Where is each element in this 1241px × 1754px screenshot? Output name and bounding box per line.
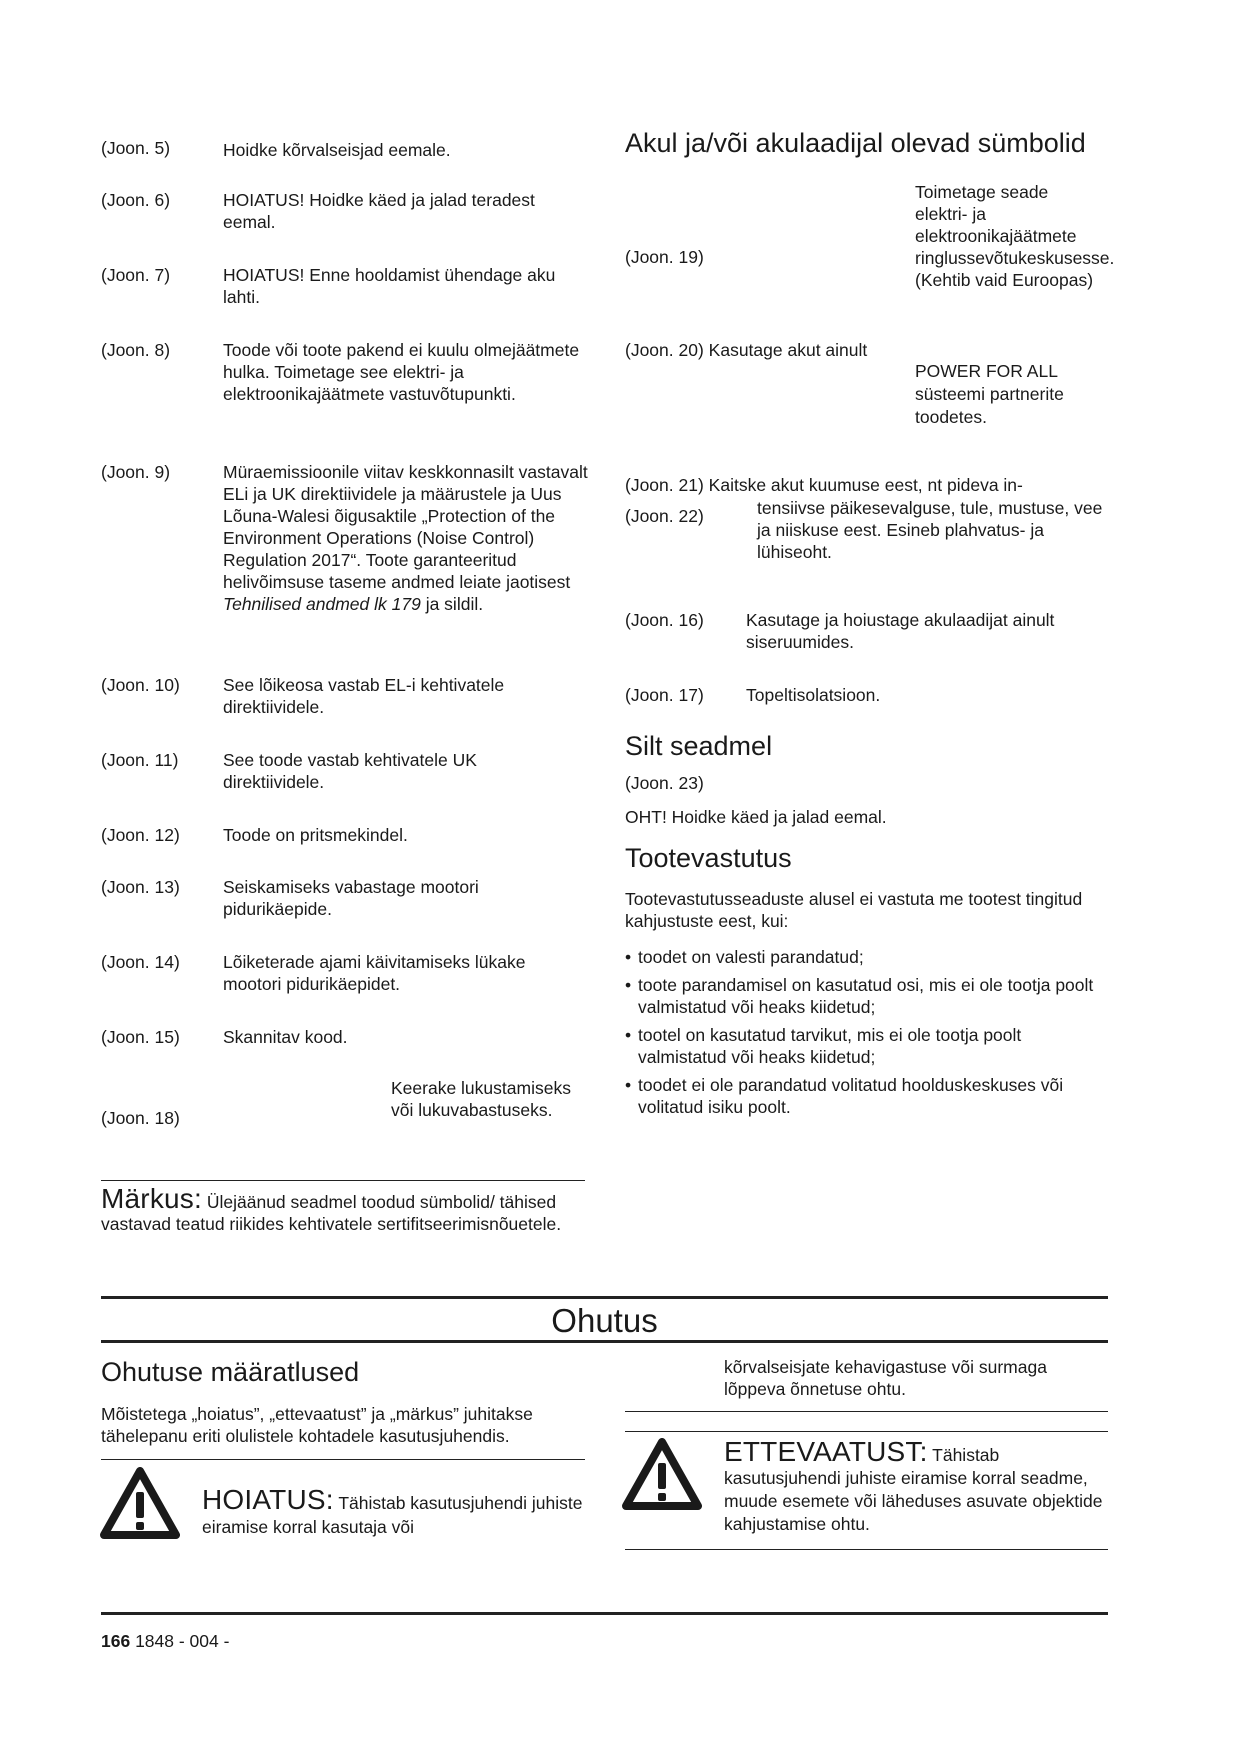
ref-joon-11: (Joon. 11) xyxy=(101,750,179,770)
ref-joon-22: (Joon. 22) xyxy=(625,506,704,526)
text-joon-19: Toimetage seade elektri- ja elektroonikajäätmete ringlussevõtukeskusesse. (Kehtib vaid Euroopas) xyxy=(915,182,1115,290)
note-keyword: Märkus: xyxy=(101,1183,202,1214)
text-joon-8: Toode või toote pakend ei kuulu olmejäätmete hulka. Toimetage see elektri- ja elektroonikajäätmete vastuvõtupunkti. xyxy=(223,340,580,404)
warning-continuation: kõrvalseisjate kehavigastuse või surmaga lõppeva õnnetuse ohtu. xyxy=(724,1357,1047,1399)
ref-joon-9: (Joon. 9) xyxy=(101,462,171,482)
ref-joon-7: (Joon. 7) xyxy=(101,265,171,285)
footer-rule xyxy=(101,1612,1108,1615)
safety-bottom-rule xyxy=(101,1340,1108,1343)
liability-bullet xyxy=(625,1024,1105,1068)
warning-top-rule xyxy=(101,1459,585,1460)
caution-top-rule xyxy=(625,1431,1108,1432)
ref-joon-16: (Joon. 16) xyxy=(625,610,704,630)
ref-joon-17: (Joon. 17) xyxy=(625,685,704,705)
heading-liability: Tootevastutus xyxy=(625,843,792,873)
page-footer xyxy=(101,1630,229,1652)
liability-bullet xyxy=(625,974,1105,1018)
doc-code: 1848 - 004 - xyxy=(135,1631,230,1651)
text-joon-6: HOIATUS! Hoidke käed ja jalad teradest eemal. xyxy=(223,190,535,232)
text-joon-9-end: ja sildil. xyxy=(425,594,484,614)
text-joon-23: OHT! Hoidke käed ja jalad eemal. xyxy=(625,807,887,827)
warning-block xyxy=(202,1484,587,1539)
liability-bullet-text: toodet ei ole parandatud volitatud hoolduskeskuses või volitatud isiku poolt. xyxy=(638,1075,1064,1117)
caution-triangle-icon xyxy=(622,1438,702,1510)
note xyxy=(101,1183,585,1235)
text-joon-15: Skannitav kood. xyxy=(223,1027,348,1047)
heading-device-label: Silt seadmel xyxy=(625,731,773,761)
bullet-dot-icon: • xyxy=(625,947,632,967)
liability-intro: Tootevastutusseaduste alusel ei vastuta me tootest tingitud kahjustuste eest, kui: xyxy=(625,889,1083,931)
text-joon-13: Seiskamiseks vabastage mootori pidurikäepide. xyxy=(223,877,479,919)
bullet-dot-icon: • xyxy=(625,1025,632,1045)
ref-joon-15: (Joon. 15) xyxy=(101,1027,180,1047)
ref-joon-5: (Joon. 5) xyxy=(101,138,171,158)
bullet-dot-icon: • xyxy=(625,1075,632,1095)
liability-bullet-text: toote parandamisel on kasutatud osi, mis ei ole tootja poolt valmistatud või heaks kiidetud; xyxy=(638,975,1094,1017)
text-joon-20-line xyxy=(625,339,867,361)
text-joon-16: Kasutage ja hoiustage akulaadijat ainult siseruumides. xyxy=(746,610,1055,652)
ref-joon-6: (Joon. 6) xyxy=(101,190,171,210)
warning-keyword: HOIATUS: xyxy=(202,1484,334,1515)
ref-joon-18: (Joon. 18) xyxy=(101,1108,180,1128)
warning-end-rule xyxy=(625,1411,1108,1412)
liability-bullet-text: tootel on kasutatud tarvikut, mis ei ole tootja poolt valmistatud või heaks kiidetud; xyxy=(638,1025,1022,1067)
safety-top-rule xyxy=(101,1296,1108,1299)
ref-joon-12: (Joon. 12) xyxy=(101,825,180,845)
liability-bullet-list xyxy=(625,946,1105,1118)
heading-safety-definitions: Ohutuse määratlused xyxy=(101,1357,360,1387)
text-joon-11: See toode vastab kehtivatele UK direktiividele. xyxy=(223,750,477,792)
text-joon-20-a: Kasutage akut ainult xyxy=(708,340,868,360)
safety-title: Ohutus xyxy=(551,1302,658,1339)
note-text: Ülejäänud seadmel toodud sümbolid/ tähised vastavad teatud riikides kehtivatele sertifitseerimisnõuetele. xyxy=(101,1192,562,1234)
text-joon-21-b: tensiivse päikesevalguse, tule, mustuse, vee ja niiskuse eest. Esineb plahvatus- ja lühiseoht. xyxy=(757,498,1103,562)
ref-joon-14: (Joon. 14) xyxy=(101,952,180,972)
bullet-dot-icon: • xyxy=(625,975,632,995)
ref-joon-21: (Joon. 21) xyxy=(625,475,704,495)
text-joon-9 xyxy=(223,461,591,615)
text-joon-20-b: POWER FOR ALL süsteemi partnerite toodetes. xyxy=(915,361,1064,427)
note-divider xyxy=(101,1180,585,1181)
text-joon-17: Topeltisolatsioon. xyxy=(746,685,881,705)
ref-joon-23: (Joon. 23) xyxy=(625,773,704,793)
ref-joon-20: (Joon. 20) xyxy=(625,340,704,360)
text-joon-9-main: Müraemissioonile viitav keskkonnasilt vastavalt ELi ja UK direktiividele ja määrustele ja Uus Lõuna-Walesi õigusaktile „Protection of the Environment Operations (Noise Control) Regulation 2017“. Toote garanteeritud helivõimsuse taseme andmed leiate jaotisest xyxy=(223,462,588,592)
liability-bullet xyxy=(625,1074,1105,1118)
link-technical-data[interactable]: Tehnilised andmed lk 179 xyxy=(223,594,421,614)
caution-block xyxy=(724,1436,1108,1536)
text-joon-5: Hoidke kõrvalseisjad eemale. xyxy=(223,140,451,160)
ref-joon-8: (Joon. 8) xyxy=(101,340,171,360)
text-joon-21-line xyxy=(625,474,1023,496)
ref-joon-10: (Joon. 10) xyxy=(101,675,180,695)
text-joon-21-a: Kaitske akut kuumuse eest, nt pideva in- xyxy=(708,475,1023,495)
caution-text: Tähistab kasutusjuhendi juhiste eiramise korral seadme, muude esemete või läheduses asuvate objektide kahjustamise ohtu. xyxy=(724,1445,1103,1534)
warning-text: Tähistab kasutusjuhendi juhiste eiramise korral kasutaja või xyxy=(202,1493,583,1537)
liability-bullet xyxy=(625,946,1105,968)
text-joon-14: Lõiketerade ajami käivitamiseks lükake mootori pidurikäepidet. xyxy=(223,952,526,994)
warning-triangle-icon xyxy=(100,1467,180,1539)
liability-bullet-text: toodet on valesti parandatud; xyxy=(638,947,864,967)
heading-battery-symbols: Akul ja/või akulaadijal olevad sümbolid xyxy=(625,128,1086,158)
caution-keyword: ETTEVAATUST: xyxy=(724,1436,928,1467)
page-number: 166 xyxy=(101,1631,131,1651)
text-joon-7: HOIATUS! Enne hooldamist ühendage aku lahti. xyxy=(223,265,556,307)
safety-definitions-text: Mõistetega „hoiatus”, „ettevaatust” ja „märkus” juhitakse tähelepanu eriti olulistele kohtadele kasutusjuhendis. xyxy=(101,1404,533,1446)
text-joon-18: Keerake lukustamiseks või lukuvabastuseks. xyxy=(391,1078,571,1120)
ref-joon-13: (Joon. 13) xyxy=(101,877,180,897)
caution-bottom-rule xyxy=(625,1549,1108,1550)
ref-joon-19: (Joon. 19) xyxy=(625,247,704,267)
text-joon-12: Toode on pritsmekindel. xyxy=(223,825,408,845)
text-joon-10: See lõikeosa vastab EL-i kehtivatele direktiividele. xyxy=(223,675,505,717)
